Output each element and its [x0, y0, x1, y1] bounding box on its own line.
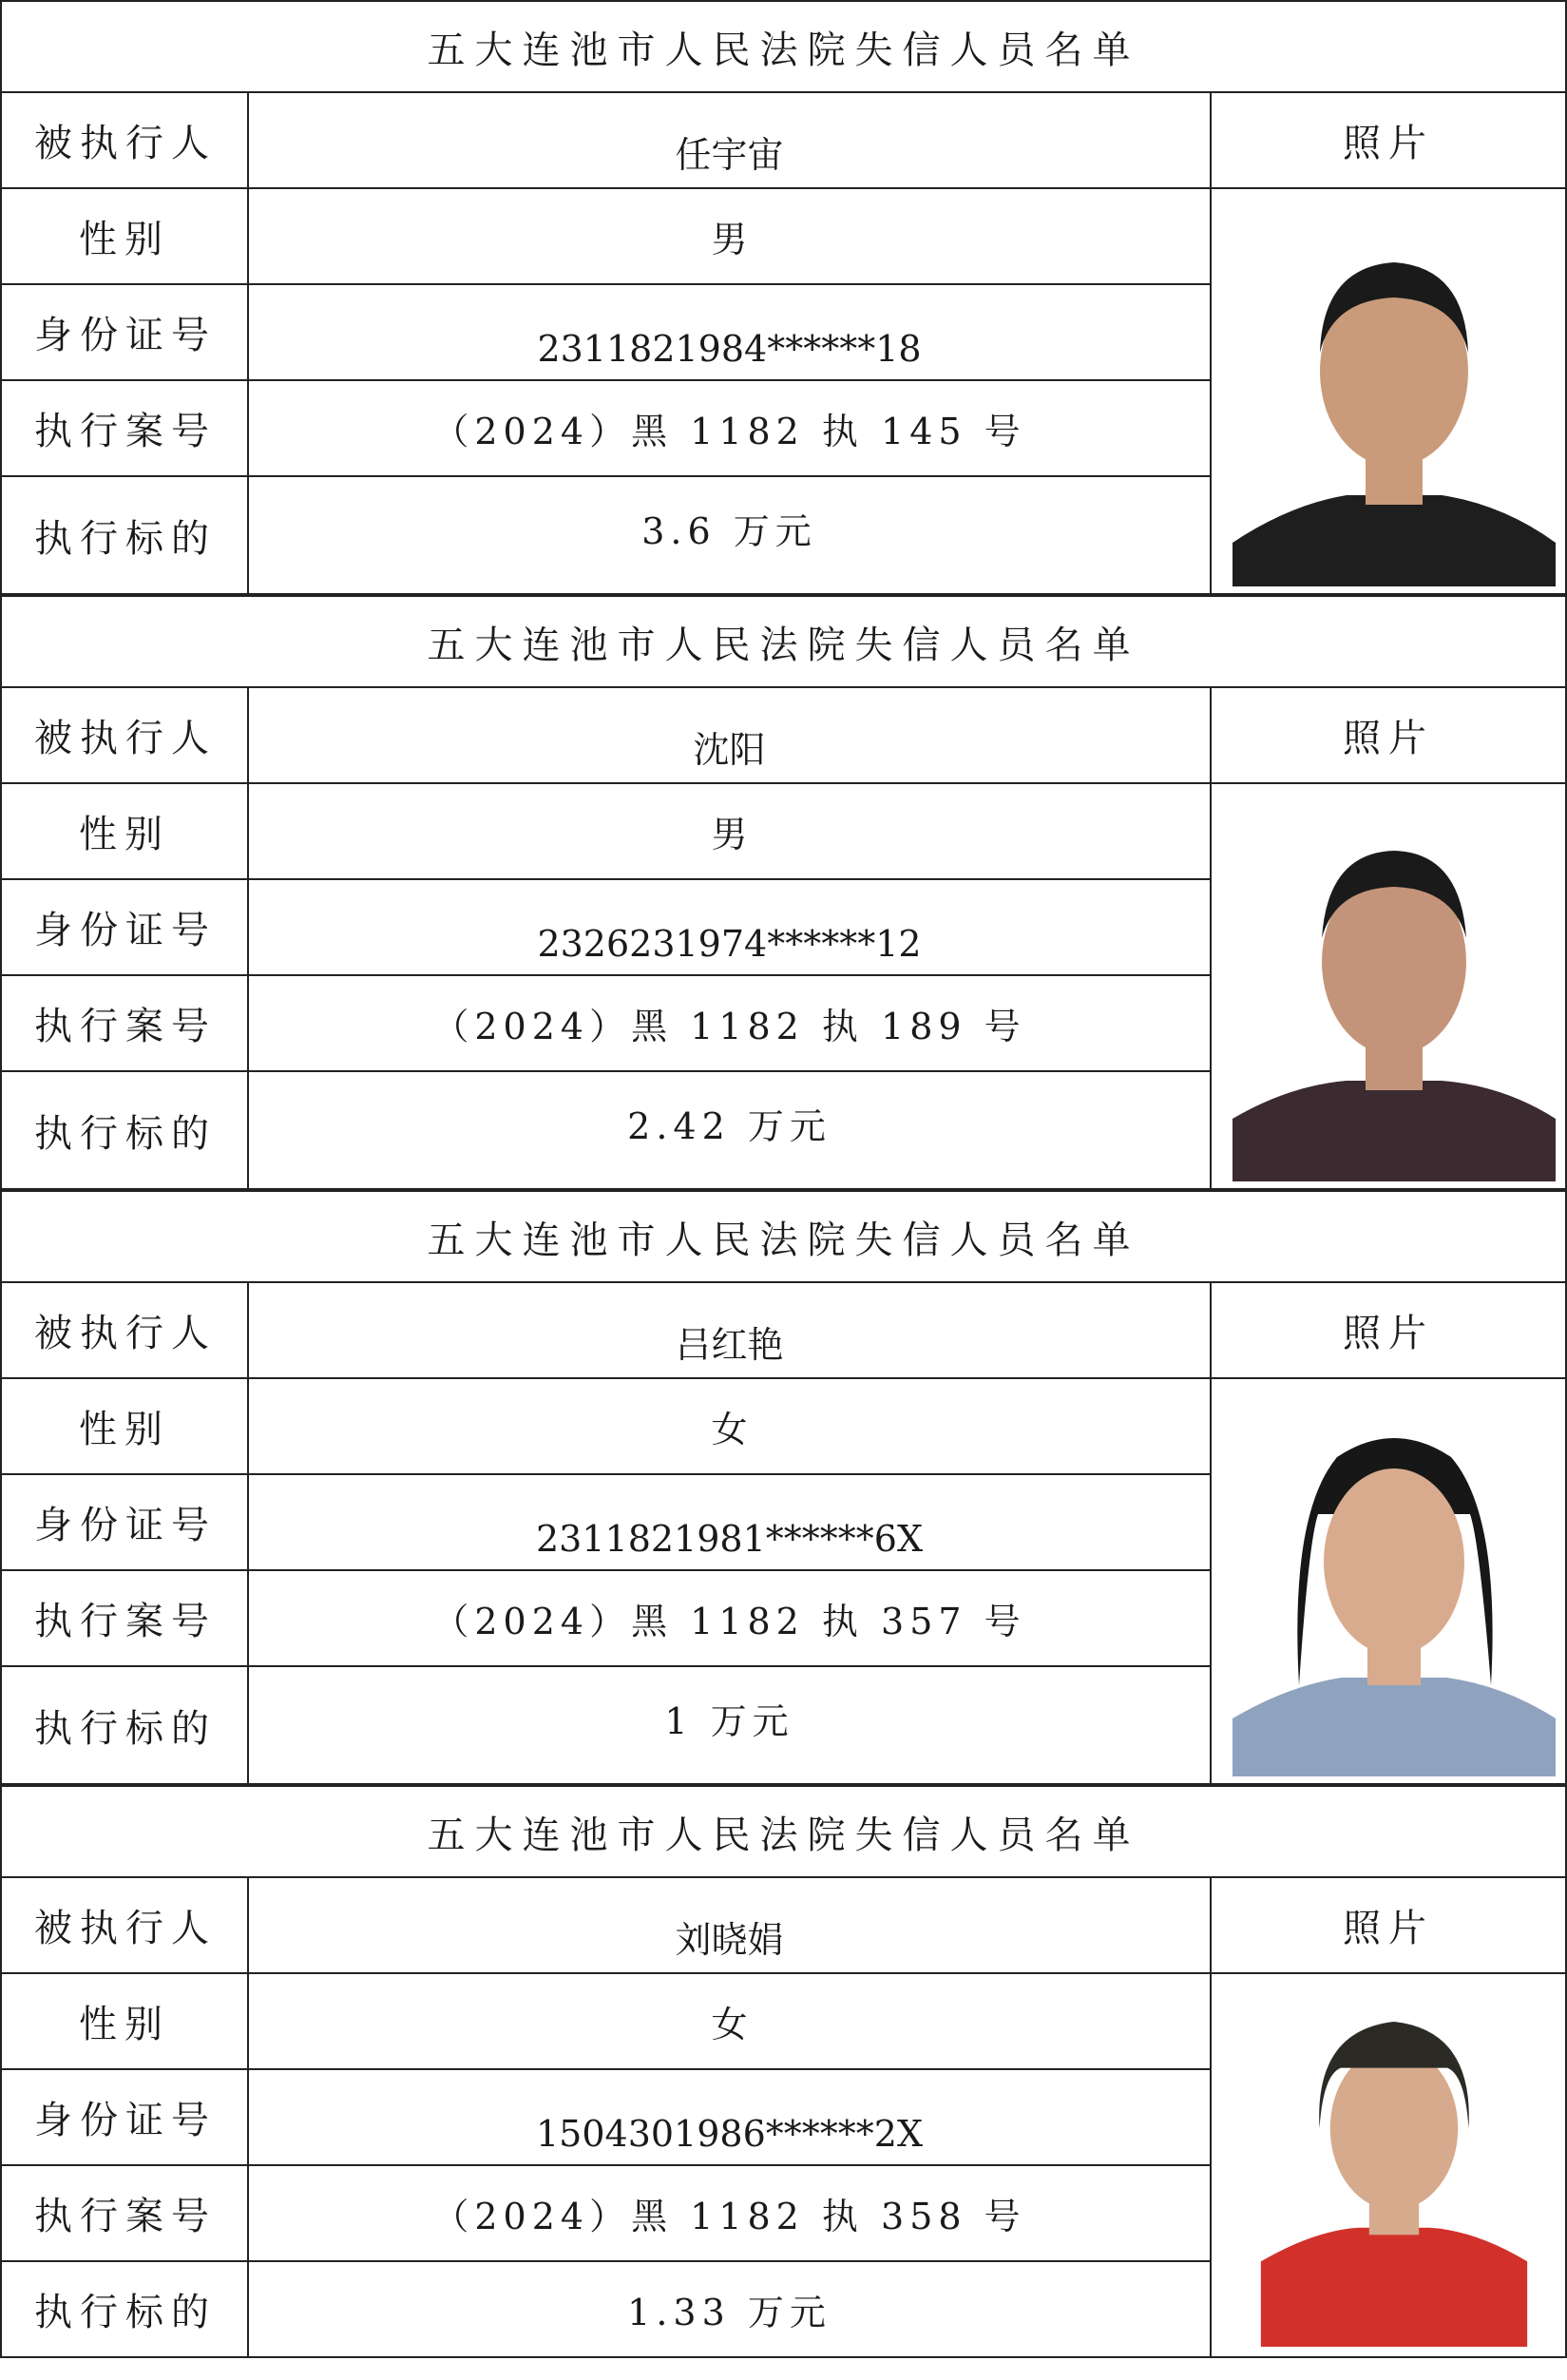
value-gender: 男	[247, 782, 1210, 878]
value-amount: 1.33 万元	[247, 2260, 1210, 2358]
face-shape	[1324, 1468, 1464, 1655]
value-name: 吕红艳	[247, 1281, 1210, 1377]
value-amount: 2.42 万元	[247, 1070, 1210, 1190]
value-case: （2024）黑 1182 执 145 号	[247, 379, 1210, 475]
value-id: 2326231974******12	[247, 878, 1210, 974]
label-gender: 性别	[0, 187, 247, 283]
value-gender: 女	[247, 1972, 1210, 2068]
clothing-shape	[1233, 1081, 1556, 1181]
label-amount: 执行标的	[0, 2260, 247, 2358]
label-case: 执行案号	[0, 2164, 247, 2260]
value-case: （2024）黑 1182 执 189 号	[247, 974, 1210, 1070]
value-name: 任宇宙	[247, 91, 1210, 187]
label-id: 身份证号	[0, 283, 247, 379]
portrait-photo	[1233, 210, 1556, 586]
photo-cell	[1210, 1377, 1567, 1785]
photo-cell	[1210, 187, 1567, 595]
label-amount: 执行标的	[0, 1665, 247, 1785]
label-amount: 执行标的	[0, 475, 247, 595]
face-shape	[1330, 2046, 1459, 2210]
label-name: 被执行人	[0, 1876, 247, 1972]
photo-cell	[1210, 1972, 1567, 2358]
value-id: 2311821984******18	[247, 283, 1210, 379]
record-card	[0, 0, 1567, 595]
label-photo: 照片	[1210, 91, 1567, 187]
label-case: 执行案号	[0, 379, 247, 475]
portrait-photo	[1233, 805, 1556, 1181]
label-amount: 执行标的	[0, 1070, 247, 1190]
label-id: 身份证号	[0, 878, 247, 974]
value-id: 1504301986******2X	[247, 2068, 1210, 2164]
value-name: 刘晓娟	[247, 1876, 1210, 1972]
value-gender: 女	[247, 1377, 1210, 1473]
list-title: 五大连池市人民法院失信人员名单	[0, 595, 1567, 686]
value-amount: 1 万元	[247, 1665, 1210, 1785]
label-photo: 照片	[1210, 1281, 1567, 1377]
label-photo: 照片	[1210, 686, 1567, 782]
label-case: 执行案号	[0, 1569, 247, 1665]
label-name: 被执行人	[0, 1281, 247, 1377]
value-amount: 3.6 万元	[247, 475, 1210, 595]
list-title: 五大连池市人民法院失信人员名单	[0, 1785, 1567, 1876]
portrait-photo	[1233, 1400, 1556, 1776]
label-case: 执行案号	[0, 974, 247, 1070]
value-id: 2311821981******6X	[247, 1473, 1210, 1569]
value-case: （2024）黑 1182 执 358 号	[247, 2164, 1210, 2260]
record-card	[0, 1190, 1567, 1785]
label-gender: 性别	[0, 1377, 247, 1473]
value-gender: 男	[247, 187, 1210, 283]
record-card	[0, 1785, 1567, 2380]
value-name: 沈阳	[247, 686, 1210, 782]
label-name: 被执行人	[0, 91, 247, 187]
value-case: （2024）黑 1182 执 357 号	[247, 1569, 1210, 1665]
label-name: 被执行人	[0, 686, 247, 782]
label-gender: 性别	[0, 1972, 247, 2068]
label-photo: 照片	[1210, 1876, 1567, 1972]
record-card	[0, 595, 1567, 1190]
label-gender: 性别	[0, 782, 247, 878]
portrait-photo	[1233, 1995, 1556, 2347]
list-title: 五大连池市人民法院失信人员名单	[0, 0, 1567, 91]
label-id: 身份证号	[0, 2068, 247, 2164]
list-title: 五大连池市人民法院失信人员名单	[0, 1190, 1567, 1281]
clothing-shape	[1261, 2228, 1527, 2347]
label-id: 身份证号	[0, 1473, 247, 1569]
photo-cell	[1210, 782, 1567, 1190]
